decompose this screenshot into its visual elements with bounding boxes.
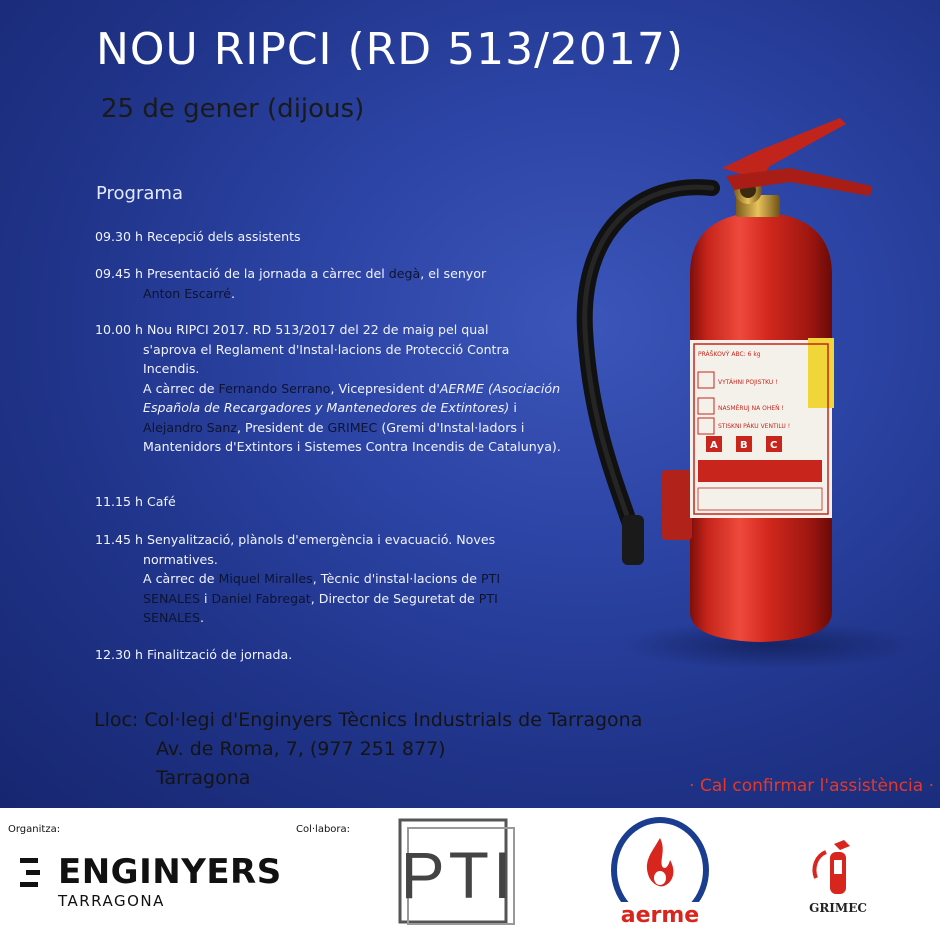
speaker-name: Daniel Fabregat — [211, 590, 311, 606]
label-line-3: NASMĚRUJ NA OHEŇ ! — [718, 405, 784, 412]
program-item — [95, 645, 292, 665]
item-text: A càrrec de — [143, 380, 219, 396]
item-time: 11.15 h — [95, 494, 144, 509]
sponsor-footer — [0, 808, 940, 930]
item-text: , President de — [236, 419, 328, 435]
item-text: s'aprova el Reglament d'Instal·lacions de Protecció Contra Incendis. — [143, 341, 510, 376]
venue-address: Av. de Roma, 7, (977 251 877) — [156, 738, 446, 760]
venue-city: Tarragona — [156, 767, 251, 789]
item-time: 10.00 h — [95, 322, 144, 337]
item-text: . — [231, 285, 236, 301]
item-text: i — [199, 590, 212, 606]
enginyers-logo — [20, 854, 280, 914]
pti-logo-text: PTI — [400, 838, 516, 912]
rsvp-notice: · Cal confirmar l'assistència · — [689, 776, 934, 796]
item-text: Finalització de jornada. — [147, 647, 293, 662]
collaborator-label: Col·labora: — [296, 824, 351, 835]
speaker-name: Alejandro Sanz — [143, 419, 237, 435]
person-role: degà — [388, 266, 421, 281]
item-text: Presentació de la jornada a càrrec del — [147, 266, 389, 281]
program-item — [95, 492, 176, 512]
venue-info — [94, 706, 642, 793]
program-heading: Programa — [96, 183, 183, 204]
item-time: 09.30 h — [95, 229, 144, 244]
item-text: , Tècnic d'instal·lacions de — [312, 571, 482, 586]
item-time: 12.30 h — [95, 647, 144, 662]
program-item — [95, 227, 301, 247]
pti-logo — [398, 818, 516, 926]
item-text: Café — [147, 494, 176, 509]
speaker-name: Fernando Serrano — [218, 380, 331, 396]
item-text: i — [509, 400, 517, 415]
label-line-2: VYTÁHNI POJISTKU ! — [718, 379, 778, 386]
venue-line: Lloc: Col·legi d'Enginyers Tècnics Industrials de Tarragona — [94, 709, 643, 731]
item-time: 11.45 h — [95, 532, 144, 547]
label-line-4: STISKNI PÁKU VENTILU ! — [718, 423, 791, 430]
company-name: PTI SENALES — [143, 590, 498, 625]
program-item — [95, 320, 565, 457]
item-text: Senyalització, plànols d'emergència i evacuació. Noves — [147, 532, 496, 547]
organizer-label: Organitza: — [8, 824, 61, 835]
program-item — [95, 530, 545, 628]
enginyers-name: ENGINYERS — [58, 852, 282, 892]
item-time: 09.45 h — [95, 266, 144, 281]
org-fullname: (Asociación Española de Recargadores y Mantenedores de Extintores) — [143, 380, 561, 415]
org-acronym: AERME — [439, 380, 484, 396]
label-class-b: B — [740, 440, 748, 451]
org-acronym: GRIMEC — [327, 419, 378, 435]
item-text: Recepció dels assistents — [147, 229, 301, 244]
item-text: Nou RIPCI 2017. RD 513/2017 del 22 de maig pel qual — [147, 322, 489, 337]
program-item — [95, 264, 555, 303]
company-name: PTI SENALES — [143, 571, 501, 606]
speaker-name: Miquel Miralles — [218, 571, 313, 586]
label-class-a: A — [710, 440, 718, 451]
enginyers-mark-icon — [20, 858, 46, 888]
label-class-c: C — [770, 440, 778, 451]
aerme-logo-text: aerme — [620, 903, 700, 928]
event-title: NOU RIPCI (RD 513/2017) — [96, 24, 685, 75]
item-text: (Gremi d'Instal·ladors i Mantenidors d'Extintors i Sistemes Contra Incendis de Catalunya). — [143, 419, 561, 454]
item-text: normatives. — [143, 551, 218, 567]
person-name: Anton Escarré — [143, 285, 231, 301]
grimec-logo-text: GRIMEC — [809, 901, 867, 915]
item-text: , Director de Seguretat de — [310, 590, 479, 606]
label-line-1: PRÁŠKOVÝ ABC: 6 kg — [698, 351, 761, 358]
aerme-logo — [608, 816, 712, 928]
event-date: 25 de gener (dijous) — [101, 94, 365, 124]
enginyers-city: TARRAGONA — [58, 892, 165, 910]
grimec-logo — [800, 834, 876, 916]
item-text: . — [199, 610, 204, 625]
item-text: , Vicepresident d' — [330, 380, 440, 396]
item-text: A càrrec de — [143, 571, 219, 586]
item-text: , el senyor — [420, 266, 487, 281]
